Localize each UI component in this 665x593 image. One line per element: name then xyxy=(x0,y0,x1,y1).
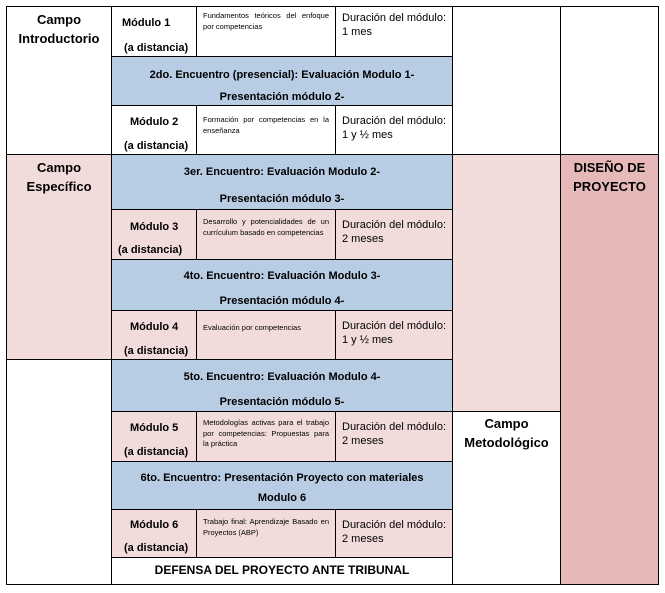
modulo-4-duracion: Duración del módulo: 1 y ½ mes xyxy=(335,310,453,360)
diseno-proyecto-line2: PROYECTO xyxy=(573,179,646,194)
modulo-6-title: Módulo 6 xyxy=(130,519,179,531)
encuentro-3 xyxy=(111,154,453,210)
modulo-4-modalidad: (a distancia) xyxy=(124,345,189,357)
modulo-2-title-cell xyxy=(111,105,197,155)
modulo-1-descripcion: Fundamentos teóricos del enfoque por competencias xyxy=(196,6,336,57)
encuentro-4-line1: 4to. Encuentro: Evaluación Modulo 3- xyxy=(183,270,381,282)
col5-blank xyxy=(452,6,561,155)
modulo-5-modalidad: (a distancia) xyxy=(124,446,189,458)
modulo-1-modalidad: (a distancia) xyxy=(124,42,189,54)
modulo-2-modalidad: (a distancia) xyxy=(124,140,189,152)
encuentro-4-line2: Presentación módulo 4- xyxy=(219,295,345,307)
encuentro-6-line2: Modulo 6 xyxy=(257,492,307,504)
modulo-4-descripcion: Evaluación por competencias xyxy=(196,310,336,360)
diseno-proyecto xyxy=(560,154,659,585)
campo-especifico xyxy=(6,154,112,360)
modulo-3-modalidad: (a distancia) xyxy=(118,244,183,256)
modulo-2-title: Módulo 2 xyxy=(130,116,179,128)
encuentro-3-line1: 3er. Encuentro: Evaluación Modulo 2- xyxy=(183,166,381,178)
encuentro-5-line1: 5to. Encuentro: Evaluación Modulo 4- xyxy=(183,371,381,383)
modulo-3-title-cell xyxy=(111,209,197,260)
modulo-1-duracion: Duración del módulo: 1 mes xyxy=(335,6,453,57)
campo-especifico-line1: Campo xyxy=(36,160,82,175)
modulo-2-descripcion: Formación por competencias en la enseñanza xyxy=(196,105,336,155)
encuentro-6-line1: 6to. Encuentro: Presentación Proyecto con materiales xyxy=(140,472,424,484)
encuentro-2-line2: Presentación módulo 2- xyxy=(219,91,345,103)
diseno-proyecto-line1: DISEÑO DE xyxy=(573,160,646,175)
modulo-5-title-cell xyxy=(111,411,197,462)
campo-introductorio-line2: Introductorio xyxy=(18,31,100,46)
modulo-4-title: Módulo 4 xyxy=(130,321,179,333)
modulo-3-duracion: Duración del módulo: 2 meses xyxy=(335,209,453,260)
modulo-3-descripcion: Desarrollo y potencialidades de un currículum basado en competencias xyxy=(196,209,336,260)
campo-introductorio-line1: Campo xyxy=(36,12,82,27)
encuentro-2-line1: 2do. Encuentro (presencial): Evaluación Modulo 1- xyxy=(149,69,415,81)
encuentro-2 xyxy=(111,56,453,106)
modulo-1-title: Módulo 1 xyxy=(122,17,171,29)
modulo-5-title: Módulo 5 xyxy=(130,422,179,434)
modulo-6-modalidad: (a distancia) xyxy=(124,542,189,554)
col6-blank xyxy=(560,6,659,155)
encuentro-5-line2: Presentación módulo 5- xyxy=(219,396,345,408)
campo-metodologico-line1: Campo xyxy=(484,416,529,431)
modulo-6-descripcion: Trabajo final: Aprendizaje Basado en Proyectos (ABP) xyxy=(196,509,336,558)
campo-metodologico-line2: Metodológico xyxy=(464,435,549,450)
modulo-6-duracion: Duración del módulo: 2 meses xyxy=(335,509,453,558)
modulo-5-duracion: Duración del módulo: 2 meses xyxy=(335,411,453,462)
encuentro-4 xyxy=(111,259,453,311)
col5-pink xyxy=(452,154,561,412)
modulo-1-title-cell xyxy=(111,6,197,57)
modulo-5-descripcion: Metodologías activas para el trabajo por competencias: Propuestas para la práctica xyxy=(196,411,336,462)
modulo-2-duracion: Duración del módulo: 1 y ½ mes xyxy=(335,105,453,155)
encuentro-3-line2: Presentación módulo 3- xyxy=(219,193,345,205)
campo-metodologico xyxy=(452,411,561,585)
campo-blank xyxy=(6,359,112,585)
modulo-6-title-cell xyxy=(111,509,197,558)
modulo-4-title-cell xyxy=(111,310,197,360)
campo-introductorio xyxy=(6,6,112,155)
defensa-proyecto: DEFENSA DEL PROYECTO ANTE TRIBUNAL xyxy=(111,557,453,585)
encuentro-6 xyxy=(111,461,453,510)
campo-especifico-line2: Específico xyxy=(26,179,92,194)
encuentro-5 xyxy=(111,359,453,412)
modulo-3-title: Módulo 3 xyxy=(130,221,179,233)
